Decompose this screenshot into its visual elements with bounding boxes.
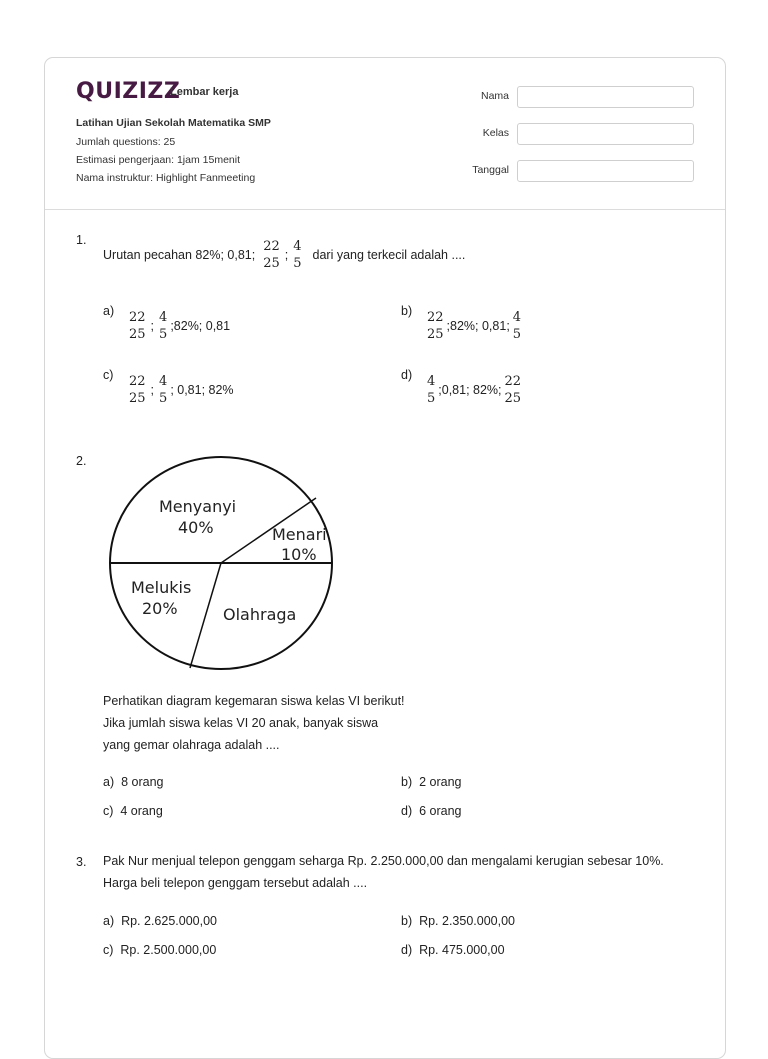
q3-option-c[interactable] (103, 943, 216, 957)
option-text: ;82%; 0,81 (170, 319, 231, 333)
fraction (292, 238, 302, 272)
question-3-number: 3. (76, 855, 87, 869)
numerator: 22 (263, 239, 280, 254)
instructor-name: Nama instruktur: Highlight Fanmeeting (76, 172, 256, 184)
denominator: 25 (129, 327, 146, 342)
numerator: 4 (159, 310, 168, 325)
pie-divider-melukis (190, 563, 221, 668)
worksheet-label: Lembar kerja (170, 86, 239, 98)
fraction (504, 373, 523, 407)
numerator: 4 (512, 310, 522, 325)
option-letter: a) (103, 775, 115, 789)
option-text: Rp. 2.500.000,00 (120, 943, 217, 957)
q2-line-1: Perhatikan diagram kegemaran siswa kelas VI berikut! (103, 694, 405, 708)
question-count: Jumlah questions: 25 (76, 136, 176, 148)
hobby-pie-chart (108, 454, 338, 672)
pie-label-menyanyi: Menyanyi (159, 497, 237, 516)
option-letter: a) (103, 914, 115, 928)
separator: ; (150, 319, 155, 333)
fraction (426, 309, 445, 343)
option-text: ; 0,81; 82% (170, 383, 234, 397)
option-letter: b) (401, 914, 413, 928)
option-text: ;82%; 0,81; (446, 319, 510, 333)
denominator: 5 (159, 327, 168, 342)
option-letter: d) (401, 804, 413, 818)
name-field[interactable] (517, 86, 694, 108)
q3-option-a[interactable] (103, 914, 217, 928)
separator: ; (150, 383, 155, 397)
denominator: 25 (504, 391, 522, 406)
denominator: 5 (159, 391, 168, 406)
numerator: 22 (129, 310, 146, 325)
q1-option-d-letter[interactable]: d) (401, 368, 413, 382)
denominator: 5 (293, 256, 302, 271)
option-text: 8 orang (121, 775, 164, 789)
q1-text-after: dari yang terkecil adalah .... (312, 248, 466, 262)
denominator: 5 (512, 327, 522, 342)
option-letter: c) (103, 943, 114, 957)
denominator: 25 (427, 327, 444, 342)
q1-text-before: Urutan pecahan 82%; 0,81; (103, 248, 256, 262)
option-text: 6 orang (419, 804, 462, 818)
question-1-text (103, 238, 465, 272)
numerator: 22 (504, 374, 522, 389)
q1-option-c-letter[interactable]: c) (103, 368, 114, 382)
class-label: Kelas (482, 127, 509, 139)
fraction (128, 309, 147, 343)
q2-line-2: Jika jumlah siswa kelas VI 20 anak, banyak siswa (103, 716, 379, 730)
question-1-number: 1. (76, 233, 87, 247)
denominator: 25 (263, 256, 280, 271)
pie-label-menyanyi-pct: 40% (178, 518, 214, 537)
numerator: 4 (427, 374, 436, 389)
option-text: 4 orang (120, 804, 163, 818)
q2-option-c[interactable] (103, 804, 163, 818)
name-label: Nama (480, 90, 509, 102)
fraction (158, 309, 168, 343)
option-letter: d) (401, 943, 413, 957)
pie-label-olahraga: Olahraga (223, 605, 297, 624)
q3-line-2: Harga beli telepon genggam tersebut adalah .... (103, 876, 368, 890)
q2-option-d[interactable] (401, 804, 461, 818)
date-label: Tanggal (472, 164, 509, 176)
fraction (262, 238, 281, 272)
q1-option-c[interactable] (126, 373, 234, 407)
worksheet-title: Latihan Ujian Sekolah Matematika SMP (76, 117, 271, 129)
option-text: 2 orang (419, 775, 462, 789)
option-letter: b) (401, 775, 413, 789)
question-2-number: 2. (76, 454, 87, 468)
fraction (512, 309, 522, 343)
q2-option-a[interactable] (103, 775, 163, 789)
worksheet-header (45, 58, 725, 210)
fraction (158, 373, 168, 407)
q1-option-d[interactable] (424, 373, 524, 407)
estimated-time: Estimasi pengerjaan: 1jam 15menit (76, 154, 241, 166)
pie-label-melukis-pct: 20% (142, 599, 178, 618)
q1-option-a[interactable] (126, 309, 230, 343)
q1-option-b-letter[interactable]: b) (401, 304, 413, 318)
q1-option-b[interactable] (424, 309, 524, 343)
numerator: 22 (129, 374, 146, 389)
q3-line-1: Pak Nur menjual telepon genggam seharga Rp. 2.250.000,00 dan mengalami kerugian sebesar 10%. (103, 854, 664, 868)
q1-option-a-letter[interactable]: a) (103, 304, 115, 318)
separator: ; (284, 248, 289, 262)
question-2-text (103, 690, 405, 756)
denominator: 5 (427, 391, 436, 406)
numerator: 4 (293, 239, 302, 254)
pie-label-menari-pct: 10% (281, 545, 317, 564)
option-text: Rp. 2.350.000,00 (419, 914, 515, 928)
quizizz-logo: QUIZIZZ (76, 79, 181, 104)
class-field[interactable] (517, 123, 694, 145)
date-field[interactable] (517, 160, 694, 182)
q3-option-b[interactable] (401, 914, 515, 928)
question-3-text (103, 850, 703, 894)
option-text: Rp. 2.625.000,00 (121, 914, 217, 928)
q2-line-3: yang gemar olahraga adalah .... (103, 738, 280, 752)
fraction (128, 373, 147, 407)
fraction (426, 373, 436, 407)
q2-option-b[interactable] (401, 775, 461, 789)
pie-label-melukis: Melukis (131, 578, 192, 597)
numerator: 22 (427, 310, 444, 325)
option-text: ;0,81; 82%; (438, 383, 502, 397)
numerator: 4 (159, 374, 168, 389)
denominator: 25 (129, 391, 146, 406)
option-letter: c) (103, 804, 114, 818)
option-text: Rp. 475.000,00 (419, 943, 505, 957)
pie-label-menari: Menari (272, 525, 327, 544)
q3-option-d[interactable] (401, 943, 505, 957)
